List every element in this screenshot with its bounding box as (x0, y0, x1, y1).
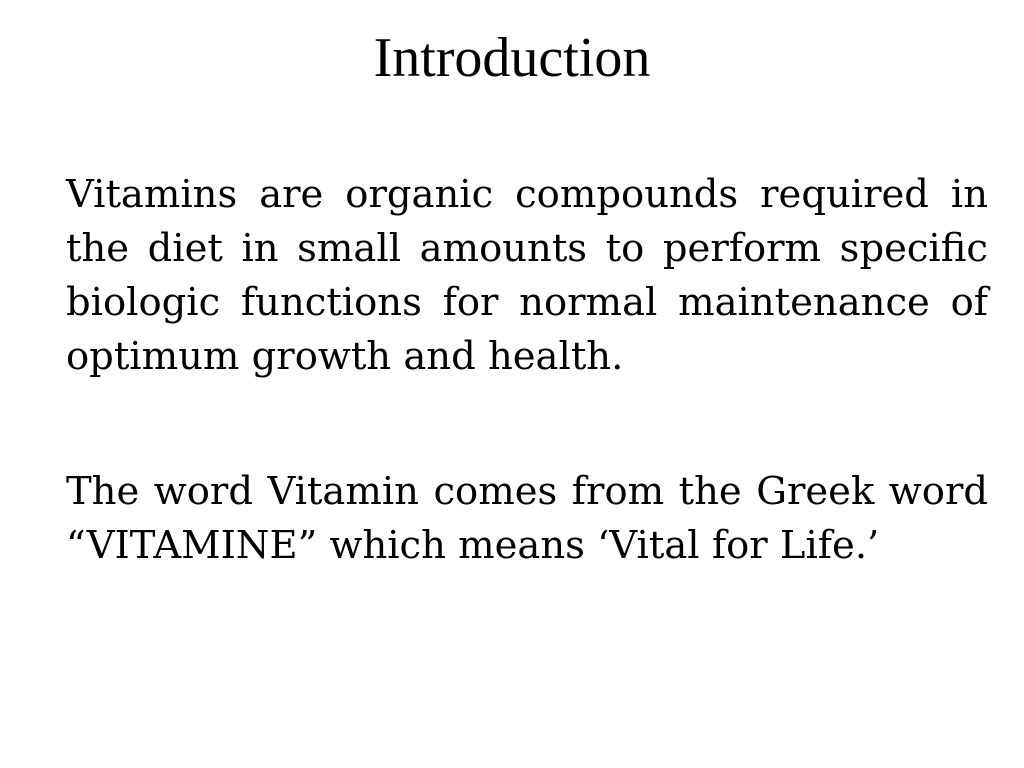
slide-title: Introduction (373, 27, 651, 89)
slide-body (66, 168, 988, 573)
paragraph-vitamins-definition: Vitamins are organic compounds required in the diet in small amounts to perform specific biologic functions for normal maintenance of optimum growth and health. (66, 172, 988, 379)
paragraph-word-origin: The word Vitamin comes from the Greek word “VITAMINE” which means ‘Vital for Life.’ (66, 469, 988, 568)
